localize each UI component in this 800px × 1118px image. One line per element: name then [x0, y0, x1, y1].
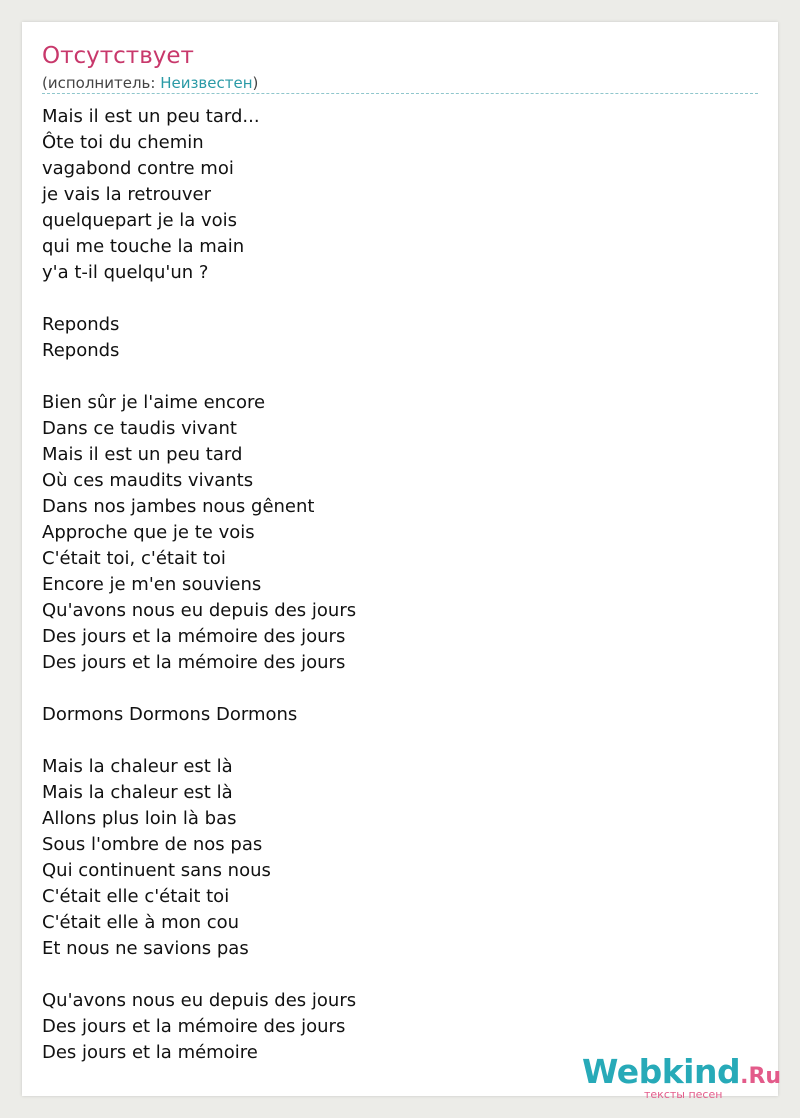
lyric-line: Mais il est un peu tard — [42, 444, 243, 465]
stanza-break — [42, 364, 356, 390]
lyric-line: Sous l'ombre de nos pas — [42, 834, 263, 855]
lyric-line: C'était elle à mon cou — [42, 912, 240, 933]
lyric-line: Des jours et la mémoire des jours — [42, 1016, 346, 1037]
stanza-break — [42, 286, 356, 312]
lyric-line: Approche que je te vois — [42, 522, 255, 543]
lyric-line: Reponds — [42, 314, 120, 335]
lyric-line: quelquepart je la vois — [42, 210, 238, 231]
lyric-line: Dans nos jambes nous gênent — [42, 496, 315, 517]
lyric-line: Des jours et la mémoire des jours — [42, 626, 346, 647]
lyric-line: Ôte toi du chemin — [42, 132, 204, 153]
divider — [42, 93, 758, 94]
stanza-break — [42, 728, 356, 754]
lyric-line: Où ces maudits vivants — [42, 470, 254, 491]
lyric-line: Des jours et la mémoire des jours — [42, 652, 346, 673]
song-title: Отсутствует — [42, 43, 194, 69]
lyric-line: y'a t-il quelqu'un ? — [42, 262, 209, 283]
lyric-line: Mais la chaleur est là — [42, 782, 233, 803]
lyric-line: Dans ce taudis vivant — [42, 418, 237, 439]
lyric-line: Des jours et la mémoire — [42, 1042, 258, 1063]
lyrics-sheet — [22, 22, 782, 1101]
lyric-line: Mais la chaleur est là — [42, 756, 233, 777]
lyric-line: qui me touche la main — [42, 236, 245, 257]
lyric-line: vagabond contre moi — [42, 158, 234, 179]
artist-line — [42, 73, 258, 93]
lyrics-text — [42, 104, 356, 1066]
lyric-line: C'était toi, c'était toi — [42, 548, 226, 569]
site-logo[interactable] — [582, 1052, 782, 1101]
lyric-line: Dormons Dormons Dormons — [42, 704, 298, 725]
artist-prefix: (исполнитель: — [42, 74, 161, 92]
lyric-line: Qu'avons nous eu depuis des jours — [42, 600, 357, 621]
lyric-line: Et nous ne savions pas — [42, 938, 249, 959]
lyric-line: C'était elle c'était toi — [42, 886, 230, 907]
lyric-line: Encore je m'en souviens — [42, 574, 262, 595]
logo-tld: .Ru — [740, 1064, 782, 1089]
lyric-line: Mais il est un peu tard... — [42, 106, 260, 127]
logo-subtitle: тексты песен — [644, 1088, 723, 1101]
lyric-line: Qui continuent sans nous — [42, 860, 271, 881]
lyric-line: je vais la retrouver — [42, 184, 212, 205]
lyric-line: Allons plus loin là bas — [42, 808, 237, 829]
artist-link[interactable]: Неизвестен — [160, 74, 253, 92]
stanza-break — [42, 962, 356, 988]
artist-suffix: ) — [252, 74, 259, 92]
stanza-break — [42, 676, 356, 702]
logo-wordmark: Webkind — [582, 1052, 741, 1091]
lyric-line: Qu'avons nous eu depuis des jours — [42, 990, 357, 1011]
lyric-line: Bien sûr je l'aime encore — [42, 392, 266, 413]
lyric-line: Reponds — [42, 340, 120, 361]
